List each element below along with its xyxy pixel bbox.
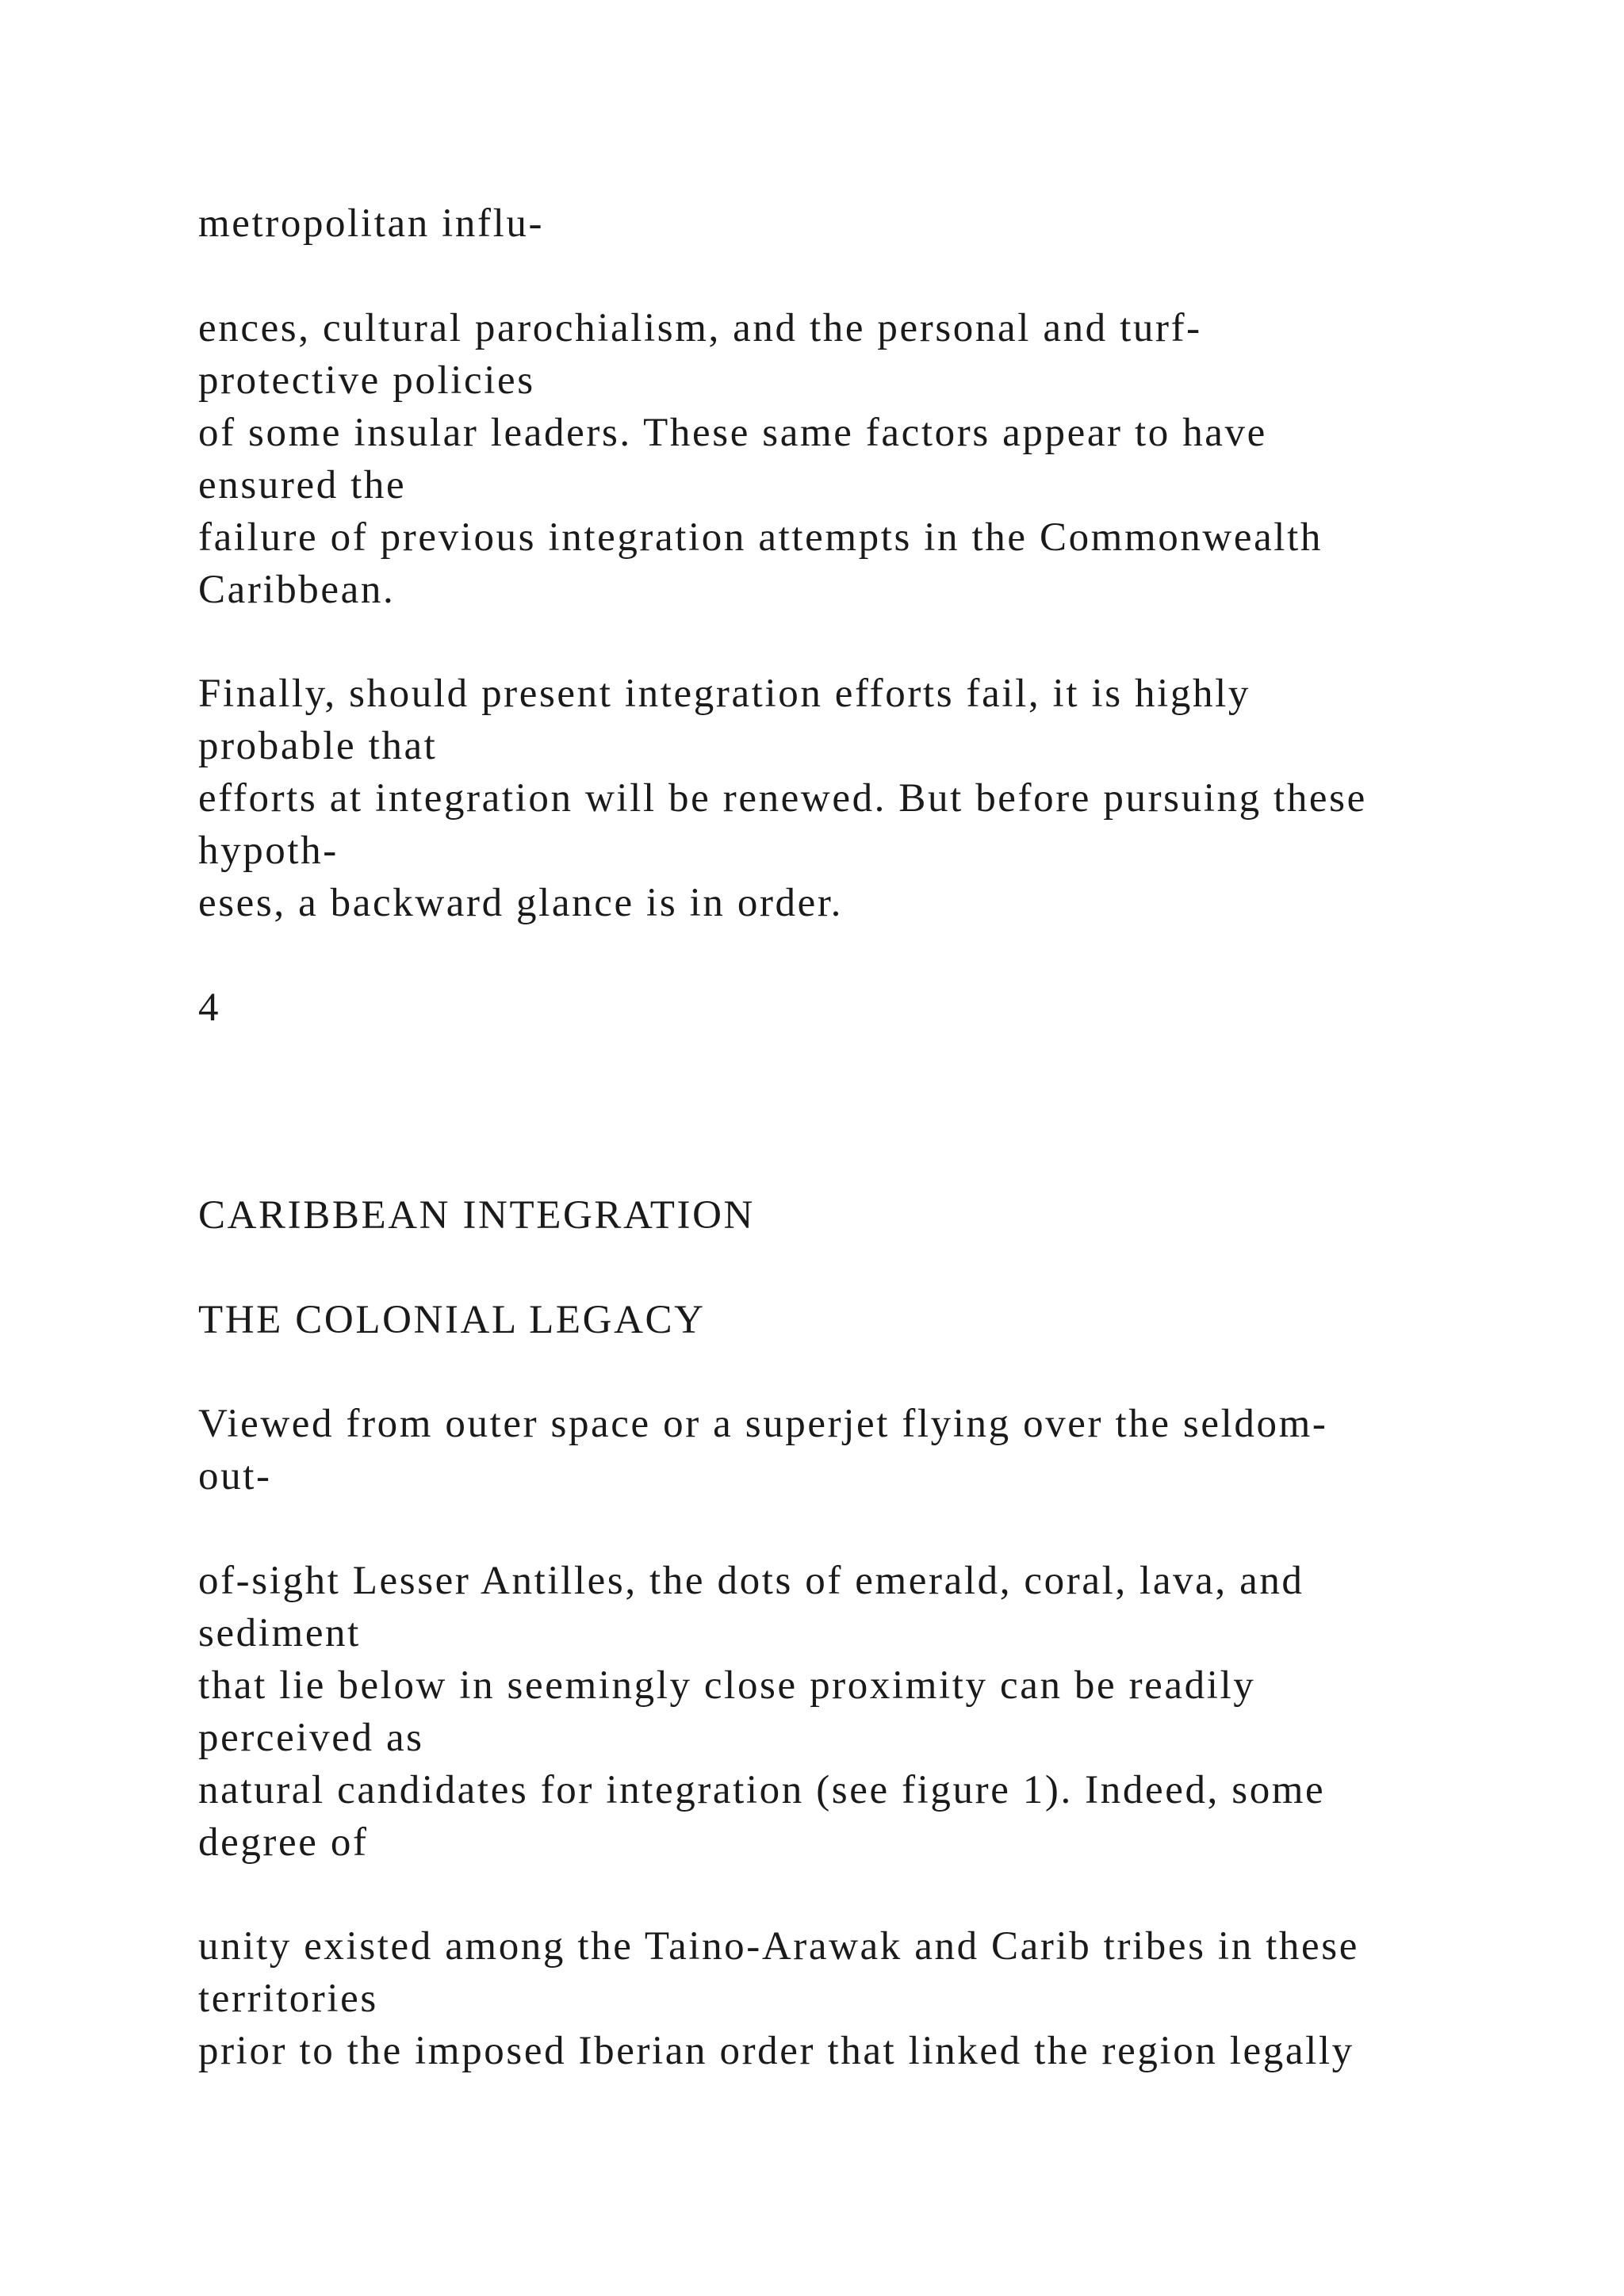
text-line: efforts at integration will be renewed. But before pursuing these bbox=[198, 776, 1367, 821]
text-line: Finally, should present integration efforts fail, it is highly bbox=[198, 672, 1251, 716]
text-line: unity existed among the Taino-Arawak and Carib tribes in these bbox=[198, 1924, 1359, 1969]
text-line: degree of bbox=[198, 1820, 369, 1865]
text-line: natural candidates for integration (see figure 1). Indeed, some bbox=[198, 1768, 1326, 1812]
text-line: sediment bbox=[198, 1611, 361, 1655]
text-line: out- bbox=[198, 1454, 272, 1498]
running-header: CARIBBEAN INTEGRATION bbox=[198, 1193, 755, 1238]
page-number: 4 bbox=[198, 985, 221, 1030]
text-line: failure of previous integration attempts in the Commonwealth bbox=[198, 515, 1323, 560]
text-line: territories bbox=[198, 1976, 378, 2021]
text-line: prior to the imposed Iberian order that linked the region legally bbox=[198, 2029, 1354, 2073]
text-line: that lie below in seemingly close proximity can be readily bbox=[198, 1663, 1256, 1708]
text-line: of-sight Lesser Antilles, the dots of emerald, coral, lava, and bbox=[198, 1559, 1304, 1603]
text-line: Caribbean. bbox=[198, 568, 396, 612]
text-line: Viewed from outer space or a superjet flying over the seldom- bbox=[198, 1402, 1328, 1446]
text-line: perceived as bbox=[198, 1716, 424, 1760]
text-line: protective policies bbox=[198, 358, 535, 403]
text-line: of some insular leaders. These same factors appear to have bbox=[198, 411, 1267, 455]
text-line: eses, a backward glance is in order. bbox=[198, 881, 843, 925]
text-line: probable that bbox=[198, 724, 438, 768]
text-line: ences, cultural parochialism, and the personal and turf- bbox=[198, 306, 1202, 350]
text-line: metropolitan influ- bbox=[198, 201, 545, 246]
section-heading: THE COLONIAL LEGACY bbox=[198, 1298, 706, 1342]
text-line: ensured the bbox=[198, 463, 407, 507]
text-line: hypoth- bbox=[198, 828, 339, 873]
